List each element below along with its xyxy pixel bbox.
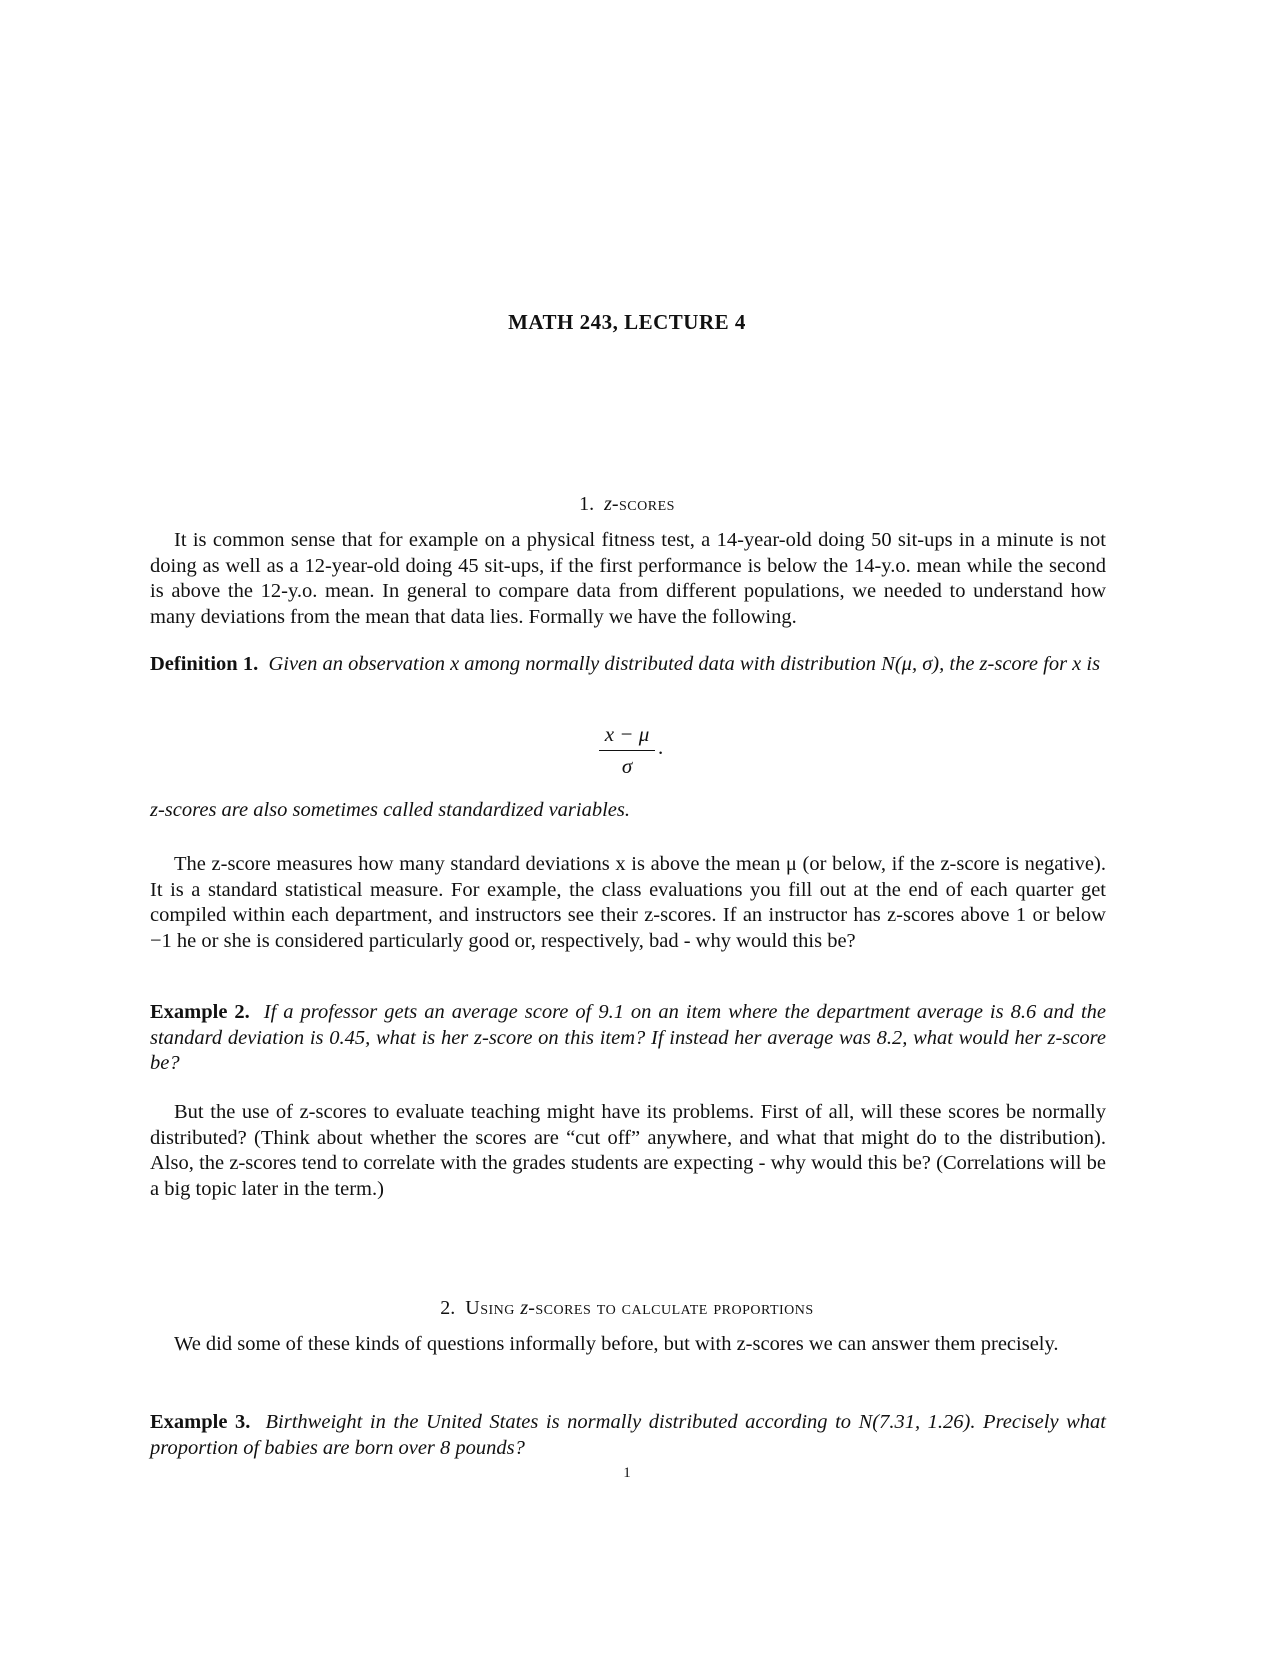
z-score-formula xyxy=(0,722,1254,779)
section-2-heading-text: -scores to calculate proportions xyxy=(528,1297,814,1319)
section-1-number: 1. xyxy=(579,493,595,515)
definition-1-paragraph xyxy=(150,652,1106,678)
formula-denominator: σ xyxy=(621,754,633,778)
example-3-text: Birthweight in the United States is normally distributed according to N(7.31, 1.26). Precisely what proportion of babies are born over 8 pounds? xyxy=(150,1411,1106,1459)
section-1-intro-block xyxy=(150,528,1106,630)
formula-numerator: x − μ xyxy=(604,722,650,746)
section-1-heading-var: z xyxy=(604,493,612,515)
formula-period: . xyxy=(658,735,664,759)
section-2-heading-var: z xyxy=(520,1297,529,1319)
section-1-para-3-block xyxy=(150,1100,1106,1202)
section-1-para-3: But the use of z-scores to evaluate teaching might have its problems. First of all, will these scores be normally distributed? (Think about whether the scores are “cut off” anywhere, and what that might do to the distribution). Also, the z-scores tend to correlate with the grades students are expecting - why would this be? (Correlations will be a big topic later in the term.) xyxy=(150,1101,1106,1200)
section-1-para-2: The z-score measures how many standard deviations x is above the mean μ (or below, if the z-score is negative). It is a standard statistical measure. For example, the class evaluations you fill out at the end of each quarter get compiled within each department, and instructors see their z-scores. If an instructor has z-scores above 1 or below −1 he or she is considered particularly good or, respectively, bad - why would this be? xyxy=(150,853,1106,952)
section-2-intro-block xyxy=(150,1332,1106,1358)
example-2 xyxy=(150,1000,1106,1077)
section-2-heading-pre: Using xyxy=(465,1297,521,1319)
example-3-label: Example 3. xyxy=(150,1411,251,1433)
definition-1-text: Given an observation x among normally distributed data with distribution N(μ, σ), the z-score for x is xyxy=(268,653,1101,675)
definition-1-label: Definition 1. xyxy=(150,653,259,675)
definition-note: z-scores are also sometimes called standardized variables. xyxy=(150,799,630,821)
example-2-paragraph xyxy=(150,1000,1106,1077)
definition-1 xyxy=(150,652,1106,678)
section-2-heading xyxy=(0,1297,1254,1320)
section-1-para-2-block xyxy=(150,852,1106,954)
section-2-number: 2. xyxy=(440,1297,456,1319)
section-1-intro: It is common sense that for example on a physical fitness test, a 14-year-old doing 50 sit-ups in a minute is not doing as well as a 12-year-old doing 45 sit-ups, if the first performance is below the 14-y.o. mean while the second is above the 12-y.o. mean. In general to compare data from different populations, we needed to understand how many deviations from the mean that data lies. Formally we have the following. xyxy=(150,529,1106,628)
example-3-paragraph xyxy=(150,1410,1106,1461)
section-1-heading xyxy=(0,493,1254,516)
example-3 xyxy=(150,1410,1106,1461)
section-1-heading-text: -scores xyxy=(611,493,675,515)
definition-note-block xyxy=(150,798,1106,824)
example-2-text: If a professor gets an average score of 9.1 on an item where the department average is 8.6 and the standard deviation is 0.45, what is her z-score on this item? If instead her average was 8.2, what would her z-score be? xyxy=(150,1001,1106,1074)
example-2-label: Example 2. xyxy=(150,1001,250,1023)
fraction-bar xyxy=(599,750,656,751)
page-number: 1 xyxy=(623,1465,631,1481)
page-title: MATH 243, LECTURE 4 xyxy=(508,310,746,334)
section-2-intro: We did some of these kinds of questions informally before, but with z-scores we can answer them precisely. xyxy=(174,1333,1059,1355)
